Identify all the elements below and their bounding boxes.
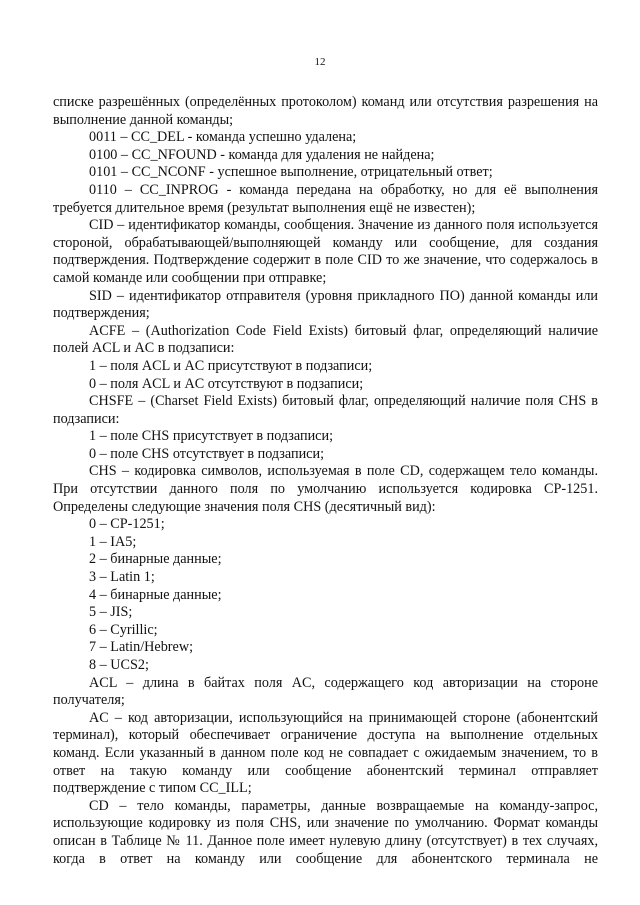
paragraph: 0110 – CC_INPROG - команда передана на обработку, но для её выполнения требуется длительное время (результат выполнения ещё не известен); [53, 181, 598, 216]
paragraph: 1 – поле CHS присутствует в подзаписи; [89, 428, 334, 445]
paragraph: 1 – IA5; [89, 533, 137, 550]
paragraph: ACL – длина в байтах поля AC, содержащего код авторизации на стороне получателя; [53, 674, 598, 709]
paragraph: CID – идентификатор команды, сообщения. Значение из данного поля используется стороной, обрабатывающей/выполняющей команду или сообщение, для создания подтверждения. Подтверждение содержит в поле CID то же значение, что содержалось в самой команде или сообщении при отправке; [53, 217, 598, 286]
paragraph: CHSFE – (Charset Field Exists) битовый флаг, определяющий наличие поля CHS в подзаписи: [53, 393, 598, 427]
paragraph: 0 – поле CHS отсутствует в подзаписи; [89, 445, 325, 462]
paragraph: CD – тело команды, параметры, данные возвращаемые на команду-запрос, использующие кодировку из поля CHS, или значение по умолчанию. Формат команды описан в Таблице № 11. Данное поле имеет нулевую длину (отсутствует) в тех случаях, когда в ответ на команду или сообщение для абонентского терминала не [53, 797, 598, 867]
paragraph: 5 – JIS; [89, 604, 133, 621]
paragraph: AC – код авторизации, использующийся на принимающей стороне (абонентский терминал), который обеспечивает ограничение доступа на выполнение отдельных команд. Если указанный в данном поле код не совпадает с ожидаемым значением, то в ответ на такую команду или сообщение абонентский терминал отправляет подтверждение с типом CC_ILL; [53, 709, 598, 797]
paragraph: SID – идентификатор отправителя (уровня прикладного ПО) данной команды или подтверждения; [53, 287, 598, 322]
paragraph: 6 – Cyrillic; [89, 621, 158, 638]
paragraph: 0101 – CC_NCONF - успешное выполнение, отрицательный ответ; [89, 164, 493, 181]
paragraph: 1 – поля ACL и AC присутствуют в подзаписи; [89, 357, 373, 374]
paragraph: 0 – поля ACL и AC отсутствуют в подзаписи; [89, 375, 364, 392]
document-body [53, 94, 598, 868]
paragraph: списке разрешённых (определённых протоколом) команд или отсутствия разрешения на выполнение данной команды; [53, 94, 598, 128]
paragraph: 2 – бинарные данные; [89, 551, 222, 568]
paragraph: CHS – кодировка символов, используемая в поле CD, содержащем тело команды. При отсутствии данного поля по умолчанию используется кодировка CP-1251. Определены следующие значения поля CHS (десятичный вид): [53, 463, 598, 515]
paragraph: 3 – Latin 1; [89, 569, 155, 586]
paragraph: 7 – Latin/Hebrew; [89, 639, 194, 656]
paragraph: ACFE – (Authorization Code Field Exists) битовый флаг, определяющий наличие полей ACL и AC в подзаписи: [53, 322, 598, 357]
page-number: 12 [314, 56, 326, 68]
paragraph: 0011 – CC_DEL - команда успешно удалена; [89, 129, 357, 146]
paragraph: 4 – бинарные данные; [89, 586, 222, 603]
paragraph: 0 – CP-1251; [89, 516, 165, 533]
paragraph: 0100 – CC_NFOUND - команда для удаления не найдена; [89, 146, 435, 163]
paragraph: 8 – UCS2; [89, 657, 149, 673]
